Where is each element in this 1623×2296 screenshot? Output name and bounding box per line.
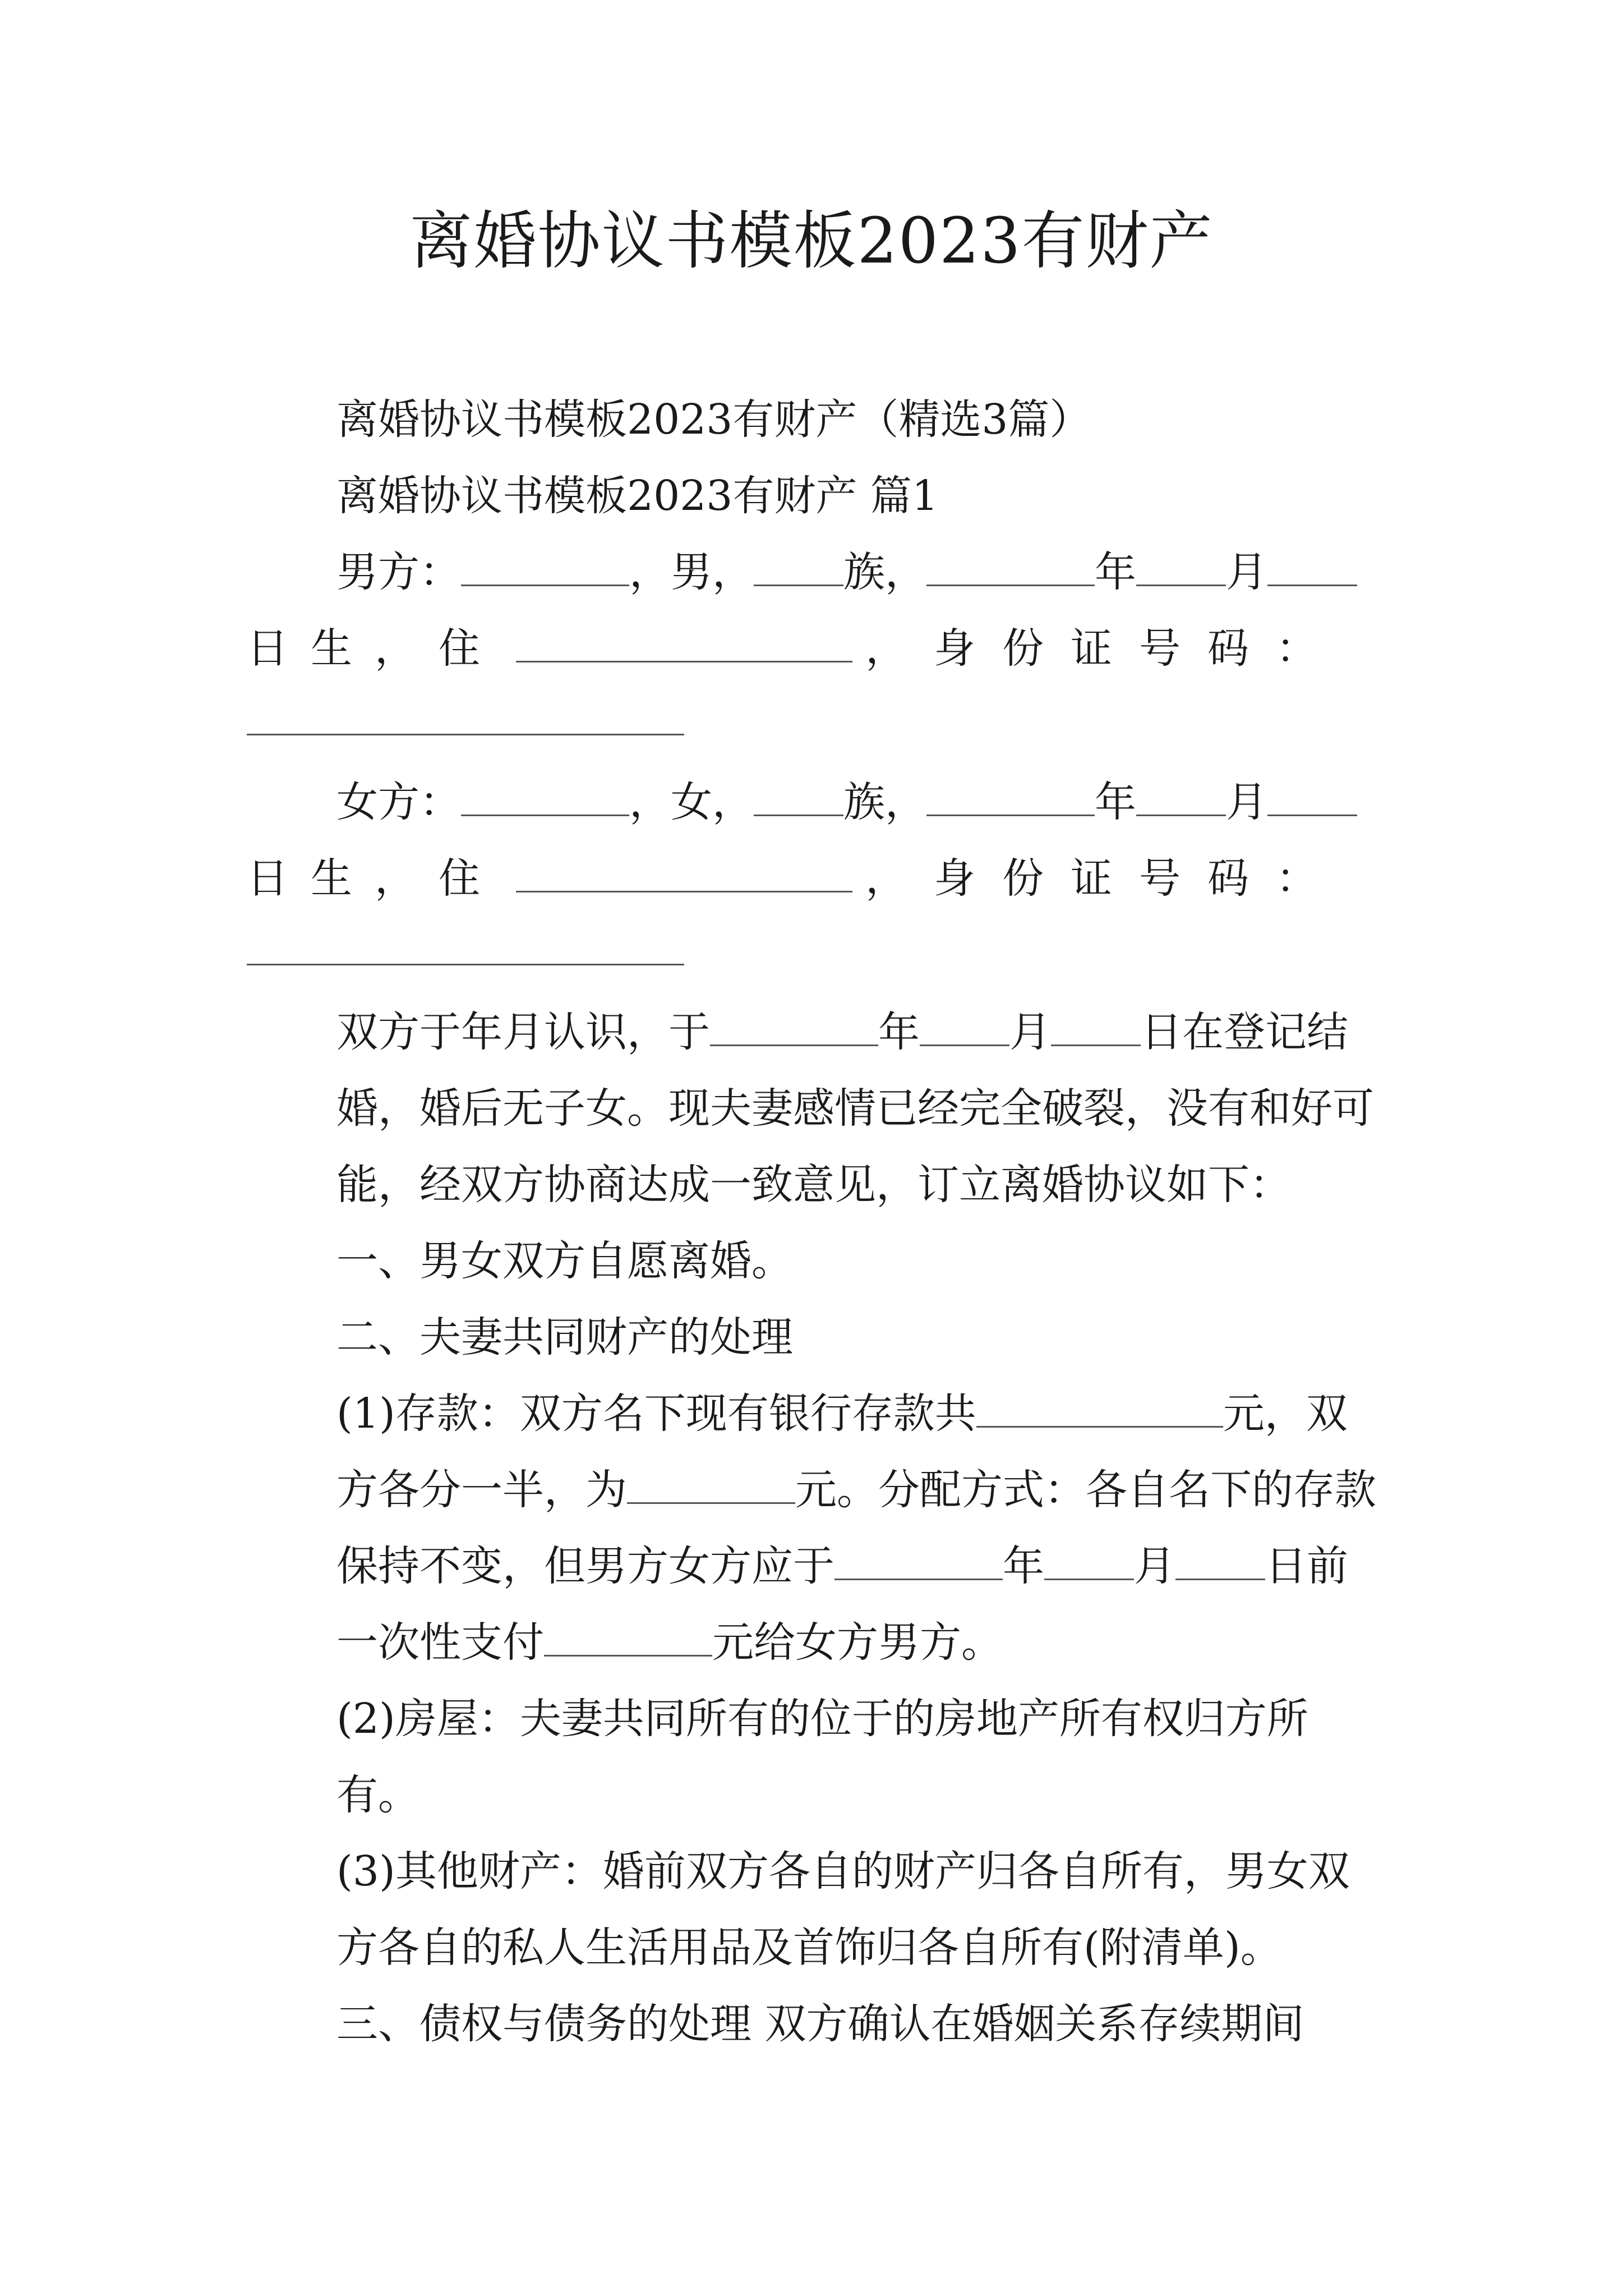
clause-2: 二、夫妻共同财产的处理 <box>336 1313 793 1361</box>
article-heading: 离婚协议书模板2023有财产 篇1 <box>336 472 938 520</box>
male-party-line <box>247 534 1376 610</box>
female-ethnic-label: 族， <box>843 778 926 826</box>
payment-year-blank <box>834 1539 1003 1580</box>
intro-year: 年 <box>878 1008 920 1056</box>
marriage-year-blank <box>710 1005 878 1046</box>
male-month-blank <box>1136 545 1226 586</box>
female-gender: ，女， <box>629 778 754 826</box>
intro-paragraph <box>247 994 1376 1223</box>
female-name-blank <box>461 775 629 816</box>
item1-part2: 元，双方各分一半，为 <box>336 1389 1348 1514</box>
payment-amount-blank <box>544 1616 712 1657</box>
intro-part1: 双方于年月认识，于 <box>336 1008 710 1056</box>
subtitle: 离婚协议书模板2023有财产（精选3篇） <box>336 395 1091 444</box>
male-id-label: ，身份证号码： <box>865 624 1345 673</box>
female-ethnic-blank <box>754 775 843 816</box>
intro-part2: 日在登记结婚，婚后无子女。现夫妻感情已经完全破裂，没有和好可能，经双方协商达成一致意见，订立离婚协议如下： <box>336 1008 1374 1209</box>
female-id-blank <box>247 964 684 965</box>
male-day-blank <box>1267 545 1357 586</box>
clause-3: 三、债权与债务的处理 双方确认在婚姻关系存续期间 <box>336 2000 1304 2048</box>
item1-part4: 日前一次性支付 <box>336 1542 1348 1667</box>
female-label: 女方： <box>336 778 461 826</box>
deposit-half-blank <box>627 1463 795 1504</box>
item1-month: 月 <box>1134 1542 1175 1590</box>
female-party-line <box>247 764 1376 840</box>
male-label: 男方： <box>336 548 461 596</box>
item1-part3: 元。分配方式：各自名下的存款保持不变，但男方女方应于 <box>336 1466 1376 1590</box>
item1-part5: 元给女方男方。 <box>712 1618 1003 1667</box>
deposit-total-blank <box>976 1387 1223 1428</box>
female-day-born-label: 日生，住 <box>247 854 502 903</box>
female-id-label: ，身份证号码： <box>865 854 1345 903</box>
male-name-blank <box>461 545 629 586</box>
female-year-blank <box>926 775 1095 816</box>
clause-1: 一、男女双方自愿离婚。 <box>336 1237 793 1285</box>
male-ethnic-label: 族， <box>843 548 926 596</box>
item1-year: 年 <box>1003 1542 1044 1590</box>
male-address-blank <box>516 622 852 662</box>
female-address-line <box>247 840 1376 917</box>
female-address-blank <box>516 852 852 892</box>
male-ethnic-blank <box>754 545 843 586</box>
female-month-label: 月 <box>1226 778 1267 826</box>
female-month-blank <box>1136 775 1226 816</box>
item-3-other-property: (3)其他财产：婚前双方各自的财产归各自所有，男女双方各自的私人生活用品及首饰归各自所有(附清单)。 <box>336 1847 1350 1972</box>
payment-month-blank <box>1044 1539 1134 1580</box>
male-day-born-label: 日生，住 <box>247 624 502 673</box>
female-day-blank <box>1267 775 1357 816</box>
male-year-blank <box>926 545 1095 586</box>
male-address-line <box>247 610 1376 687</box>
male-id-blank <box>247 734 684 735</box>
female-year-label: 年 <box>1095 778 1136 826</box>
male-gender: ，男， <box>629 548 754 596</box>
document-title: 离婚协议书模板2023有财产 <box>409 205 1214 278</box>
payment-day-blank <box>1175 1539 1265 1580</box>
intro-month: 月 <box>1009 1008 1051 1056</box>
item-2-house: (2)房屋：夫妻共同所有的位于的房地产所有权归方所有。 <box>336 1695 1308 1819</box>
item1-part1: (1)存款：双方名下现有银行存款共 <box>336 1389 976 1438</box>
male-month-label: 月 <box>1226 548 1267 596</box>
item-1-deposits <box>247 1375 1376 1681</box>
marriage-month-blank <box>920 1005 1009 1046</box>
marriage-day-blank <box>1051 1005 1141 1046</box>
male-year-label: 年 <box>1095 548 1136 596</box>
